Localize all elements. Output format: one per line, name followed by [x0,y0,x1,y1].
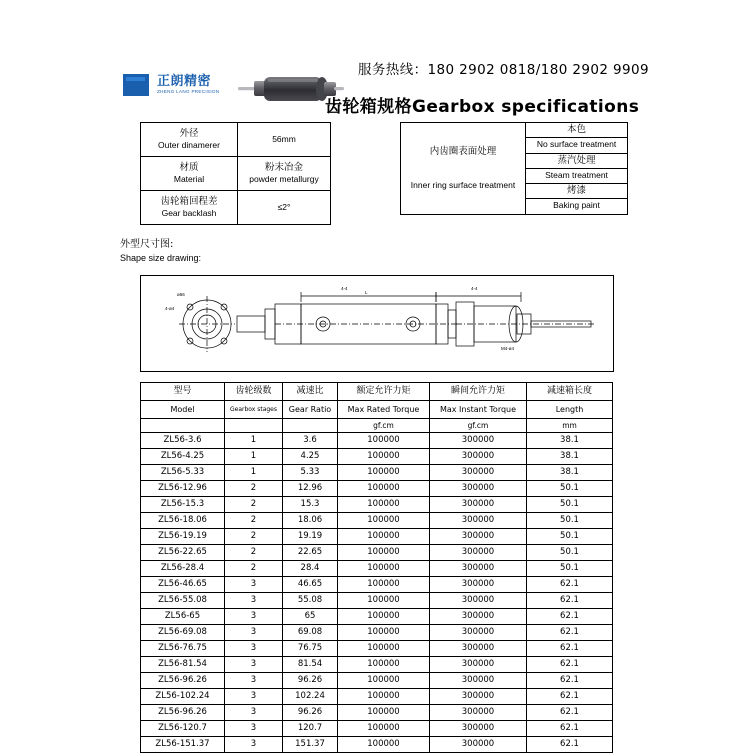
company-logo [118,66,238,104]
table-header-row-cn [141,383,613,401]
surface-option-en-2: Baking paint [526,199,628,214]
cell-value: 3 [225,593,283,609]
table-row [141,673,613,689]
cell-value: 102.24 [283,689,338,705]
cell-value: 300000 [430,625,527,641]
cell-value: 3 [225,721,283,737]
cell-value: 300000 [430,513,527,529]
cell-value: 100000 [338,577,430,593]
cell-model: ZL56-5.33 [141,465,225,481]
cell-value: 5.33 [283,465,338,481]
cell-model: ZL56-18.06 [141,513,225,529]
basic-spec-table [140,122,331,225]
dim-label-3: 4-4 [341,286,348,291]
cell-value: 96.26 [283,705,338,721]
cell-value: 50.1 [527,561,613,577]
cell-value: 100000 [338,545,430,561]
cell-model: ZL56-3.6 [141,433,225,449]
cell-value: 300000 [430,449,527,465]
service-hotline: 服务热线：180 2902 0818/180 2902 9909 [358,62,649,78]
dim-label-4: 4-4 [471,286,478,291]
cell-value: 100000 [338,465,430,481]
logo-text [157,75,219,95]
cell-value: 50.1 [527,497,613,513]
cell-model: ZL56-4.25 [141,449,225,465]
col-unit-1 [225,419,283,433]
cell-model: ZL56-69.08 [141,625,225,641]
cell-value: 2 [225,529,283,545]
cell-value: 3 [225,673,283,689]
cell-value: 18.06 [283,513,338,529]
cell-model: ZL56-55.08 [141,593,225,609]
col-header-en-5: Length [527,401,613,419]
table-row [141,481,613,497]
shape-caption-en: Shape size drawing: [120,252,202,263]
table-row [141,689,613,705]
cell-value: 300000 [430,561,527,577]
cell-value: 46.65 [283,577,338,593]
cell-value: 38.1 [527,465,613,481]
table-row [141,625,613,641]
surface-option-en-1: Steam treatment [526,168,628,183]
table-row [141,433,613,449]
cell-value: 3 [225,705,283,721]
cell-value: 300000 [430,577,527,593]
cell-value: 15.3 [283,497,338,513]
col-header-cn-4: 瞬间允许力矩 [430,383,527,401]
table-row [141,545,613,561]
col-header-cn-2: 减速比 [283,383,338,401]
table-row [141,157,331,191]
cell-value: 28.4 [283,561,338,577]
cell-value: 100000 [338,721,430,737]
cell-value: 62.1 [527,705,613,721]
cell-value: 69.08 [283,625,338,641]
cell-model: ZL56-96.26 [141,705,225,721]
col-header-en-3: Max Rated Torque [338,401,430,419]
col-header-cn-0: 型号 [141,383,225,401]
col-header-en-4: Max Instant Torque [430,401,527,419]
table-row [401,123,628,138]
cell-model: ZL56-22.65 [141,545,225,561]
cell-value: 300000 [430,609,527,625]
logo-mark-icon [118,68,152,102]
table-row [141,577,613,593]
surface-treatment-label: 内齿圈表面处理 Inner ring surface treatment [401,123,526,215]
cell-value: 19.19 [283,529,338,545]
cell-value: 62.1 [527,609,613,625]
cell-value: 100000 [338,433,430,449]
table-row [141,529,613,545]
cell-value: 300000 [430,705,527,721]
col-header-cn-1: 齿轮级数 [225,383,283,401]
col-unit-5: mm [527,419,613,433]
cell-value: 300000 [430,465,527,481]
cell-value: 62.1 [527,737,613,753]
cell-value: 100000 [338,561,430,577]
spec-value-backlash: ≤2° [238,191,331,225]
cell-value: 300000 [430,545,527,561]
table-row [141,497,613,513]
cell-value: 62.1 [527,641,613,657]
cell-model: ZL56-81.54 [141,657,225,673]
cell-value: 100000 [338,481,430,497]
cell-value: 100000 [338,641,430,657]
shape-drawing-caption [120,238,201,264]
table-row [141,641,613,657]
spec-label-outer-diameter: 外径 Outer dinamerer [141,123,238,157]
col-header-en-2: Gear Ratio [283,401,338,419]
cell-value: 300000 [430,433,527,449]
cell-value: 3 [225,689,283,705]
cell-value: 2 [225,513,283,529]
cell-value: 100000 [338,609,430,625]
cell-value: 62.1 [527,673,613,689]
cell-value: 4.25 [283,449,338,465]
shape-dimension-drawing [140,275,614,372]
cell-value: 300000 [430,593,527,609]
spec-value-outer-diameter: 56mm [238,123,331,157]
cell-value: 62.1 [527,625,613,641]
page-title: 齿轮箱规格Gearbox specifications [325,97,640,117]
cell-value: 38.1 [527,449,613,465]
cell-model: ZL56-46.65 [141,577,225,593]
surface-option-cn-1: 蒸汽处理 [526,153,628,168]
cell-value: 100000 [338,513,430,529]
dim-label-0: ø56 [177,292,185,297]
col-header-cn-5: 减速箱长度 [527,383,613,401]
table-row [141,561,613,577]
cell-value: 1 [225,433,283,449]
col-unit-3: gf.cm [338,419,430,433]
cell-value: 100000 [338,497,430,513]
cell-value: 300000 [430,497,527,513]
dim-label-2: L [365,290,368,295]
cell-value: 96.26 [283,673,338,689]
cell-value: 50.1 [527,513,613,529]
table-row [141,657,613,673]
col-unit-2 [283,419,338,433]
cell-value: 3 [225,625,283,641]
table-row [141,721,613,737]
cell-value: 100000 [338,689,430,705]
cell-value: 100000 [338,657,430,673]
cell-value: 3 [225,737,283,753]
table-row [141,705,613,721]
surface-option-cn-2: 烤漆 [526,184,628,199]
table-header-row-en [141,401,613,419]
cell-value: 300000 [430,481,527,497]
surface-option-cn-0: 本色 [526,123,628,138]
table-header-row-unit [141,419,613,433]
cell-value: 1 [225,449,283,465]
cell-model: ZL56-12.96 [141,481,225,497]
cell-value: 62.1 [527,657,613,673]
table-body [141,433,613,753]
cell-value: 300000 [430,641,527,657]
cell-value: 62.1 [527,689,613,705]
cell-value: 12.96 [283,481,338,497]
shape-caption-cn: 外型尺寸图: [120,239,174,250]
logo-text-en: ZHENG LANG PRECISION [157,89,220,95]
cell-value: 81.54 [283,657,338,673]
cell-value: 22.65 [283,545,338,561]
col-header-cn-3: 额定允许力矩 [338,383,430,401]
cell-value: 65 [283,609,338,625]
cell-value: 120.7 [283,721,338,737]
cell-value: 300000 [430,657,527,673]
cell-model: ZL56-19.19 [141,529,225,545]
cell-value: 2 [225,497,283,513]
cell-value: 3.6 [283,433,338,449]
table-row [141,513,613,529]
table-row [141,609,613,625]
table-row [141,449,613,465]
cell-model: ZL56-151.37 [141,737,225,753]
surface-option-en-0: No surface treatment [526,138,628,153]
cell-value: 3 [225,641,283,657]
cell-value: 2 [225,481,283,497]
cell-model: ZL56-96.26 [141,673,225,689]
gearbox-specification-table [140,382,613,753]
cell-value: 38.1 [527,433,613,449]
cell-value: 55.08 [283,593,338,609]
cell-value: 3 [225,609,283,625]
dim-label-5: M4-ø4 [501,346,515,351]
spec-label-material: 材质 Material [141,157,238,191]
cell-value: 100000 [338,705,430,721]
col-header-en-1: Gearbox stages [225,401,283,419]
cell-model: ZL56-28.4 [141,561,225,577]
cell-value: 2 [225,561,283,577]
cell-value: 50.1 [527,529,613,545]
cell-value: 50.1 [527,545,613,561]
cell-model: ZL56-65 [141,609,225,625]
table-header [141,383,613,433]
cell-value: 100000 [338,593,430,609]
cell-value: 100000 [338,625,430,641]
cell-value: 100000 [338,673,430,689]
cell-model: ZL56-102.24 [141,689,225,705]
table-row [141,737,613,753]
cell-value: 62.1 [527,593,613,609]
cell-model: ZL56-76.75 [141,641,225,657]
col-unit-0 [141,419,225,433]
spec-value-material: 粉末冶金 powder metallurgy [238,157,331,191]
cell-value: 76.75 [283,641,338,657]
cell-value: 50.1 [527,481,613,497]
table-row [141,191,331,225]
cell-value: 300000 [430,529,527,545]
cell-model: ZL56-15.3 [141,497,225,513]
table-row [141,123,331,157]
cell-value: 100000 [338,529,430,545]
cell-model: ZL56-120.7 [141,721,225,737]
col-unit-4: gf.cm [430,419,527,433]
dim-label-1: 4-ø4 [165,306,175,311]
spec-label-backlash: 齿轮箱回程差 Gear backlash [141,191,238,225]
cell-value: 3 [225,657,283,673]
cell-value: 300000 [430,673,527,689]
document-header [0,0,750,118]
surface-treatment-table [400,122,628,215]
cell-value: 62.1 [527,721,613,737]
logo-text-cn: 正朗精密 [157,73,212,89]
table-row [141,593,613,609]
cell-value: 1 [225,465,283,481]
cell-value: 2 [225,545,283,561]
cell-value: 100000 [338,449,430,465]
cell-value: 300000 [430,689,527,705]
cell-value: 62.1 [527,577,613,593]
cell-value: 300000 [430,737,527,753]
cell-value: 151.37 [283,737,338,753]
cell-value: 100000 [338,737,430,753]
cell-value: 3 [225,577,283,593]
table-row [141,465,613,481]
cell-value: 300000 [430,721,527,737]
col-header-en-0: Model [141,401,225,419]
